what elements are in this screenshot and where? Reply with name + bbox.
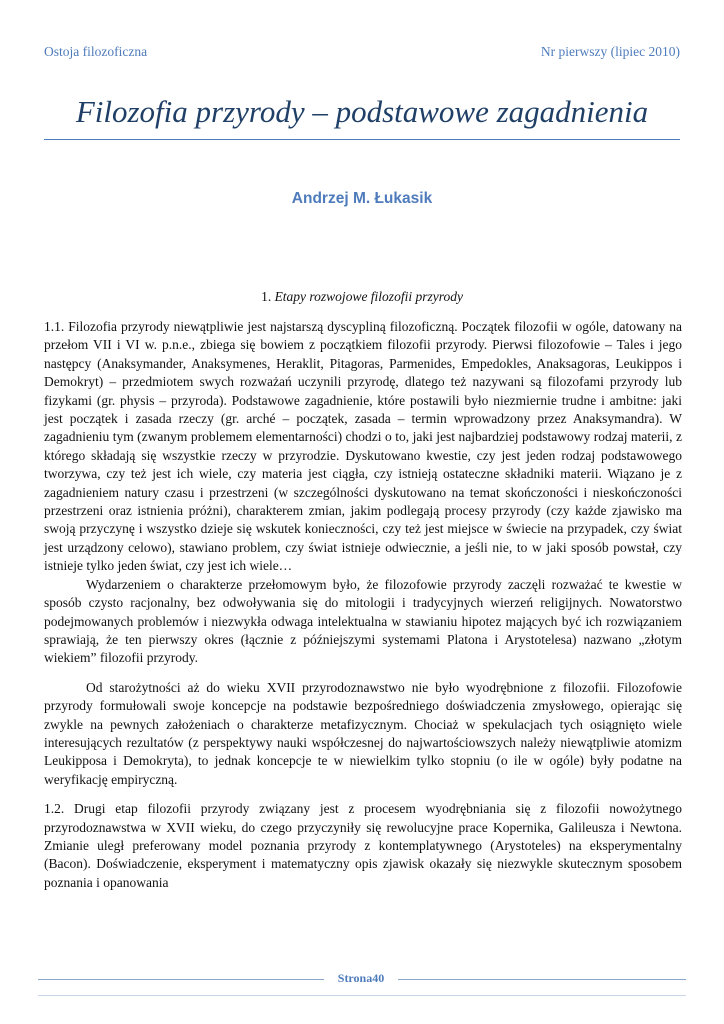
section-number: 1. [261, 289, 272, 304]
page-number: Strona40 [337, 971, 385, 985]
paragraph-antiquity: Od starożytności aż do wieku XVII przyrodoznawstwo nie było wyodrębnione z filozofii. Filozofowie przyrody formułowali swoje koncepcje na podstawie bezpośredniego doświadczenia zmysłowego, opierając się zwykle na pewnych założeniach o charakterze metafizycznym. Chociaż w spekulacjach tych osiągnięto wiele interesujących rezultatów (z perspektywy nauki współczesnej do najwartościowszych należy niewątpliwie atomizm Leukipposa i Demokryta), to jednak koncepcje te w niewielkim tylko stopniu (o ile w ogóle) były podatne na weryfikację empiryczną. [44, 679, 682, 787]
paragraph-1-1: 1.1. Filozofia przyrody niewątpliwie jest najstarszą dyscypliną filozoficzną. Początek filozofii w ogóle, datowany na przełom VII i VI w. p.n.e., zbiega się bowiem z początkiem filozofii przyrody. Pierwsi filozofowie – Tales i jego następcy (Anaksymander, Anaksymenes, Heraklit, Pitagoras, Parmenides, Empedokles, Anaksagoras, Leukippos i Demokryt) – przedmiotem swych rozważań uczynili przyrodę, dlatego też nazywani są filozofami przyrody lub fizykami (gr. physis – przyroda). Podstawowe zagadnienie, które postawili było niezmiernie trudne i ambitne: jaki jest początek i zasada rzeczy (gr. arché – początek, zasada – termin wprowadzony przez Anaksymandra). W zagadnieniu tym (zwanym problemem elementarności) chodzi o to, jaki jest najbardziej podstawowy rodzaj materii, z którego składają się wszystkie rzeczy w przyrodzie. Dyskutowano kwestie, czy jest jeden rodzaj podstawowego tworzywa, czy też jest ich wiele, czy materia jest ciągła, czy istnieją ostateczne składniki materii. Wiązano je z zagadnieniem natury czasu i przestrzeni (w szczególności dyskutowano na temat skończoności i nieskończoności przestrzeni oraz istnienia próżni), charakterem zmian, jakim podlegają procesy przyrody (czy każde zjawisko ma swoją przyczynę i wszystko dzieje się wskutek konieczności, czy też jest miejsce w świecie na przypadek, czy świat jest urządzony celowo), stawiano problem, czy świat istnieje odwiecznie, a jeśli nie, to w jaki sposób powstał, czy istnieje tylko jeden świat, czy jest ich wiele… [44, 319, 682, 574]
issue-label: Nr pierwszy (lipiec 2010) [540, 44, 680, 59]
article-title: Filozofia przyrody – podstawowe zagadnienia [75, 94, 649, 129]
article-body [44, 318, 682, 892]
journal-name: Ostoja filozoficzna [44, 44, 148, 59]
article-author: Andrzej M. Łukasik [291, 190, 433, 207]
footer-divider-right [398, 979, 686, 980]
footer-bottom-divider [38, 995, 686, 996]
title-underline [44, 139, 680, 140]
section-heading [44, 289, 680, 305]
running-header [44, 44, 680, 64]
footer-divider-left [38, 979, 324, 980]
paragraph-turning-point: Wydarzeniem o charakterze przełomowym było, że filozofowie przyrody zaczęli rozważać te kwestie w sposób czysto racjonalny, bez odwoływania się do mitologii i tradycyjnych wierzeń religijnych. Nowatorstwo podejmowanych problemów i niezwykła odwaga intelektualna w stawianiu hipotez mających być ich rozwiązaniem sprawiają, że ten pierwszy okres (łącznie z późniejszymi systemami Platona i Arystotelesa) nazwano „złotym wiekiem” filozofii przyrody. [44, 576, 682, 666]
paragraph-1-2: 1.2. Drugi etap filozofii przyrody związany jest z procesem wyodrębniania się z filozofii nowożytnego przyrodoznawstwa w XVII wieku, do czego przyczyniły się rewolucyjne prace Kopernika, Galileusza i Newtona. Zmianie uległ preferowany model poznania przyrody z kontemplatywnego (Arystoteles) na eksperymentalny (Bacon). Doświadczenie, eksperyment i matematyczny opis zjawisk okazały się niezwykle skutecznym sposobem poznania i opanowania [44, 801, 682, 890]
section-title: Etapy rozwojowe filozofii przyrody [274, 289, 463, 304]
